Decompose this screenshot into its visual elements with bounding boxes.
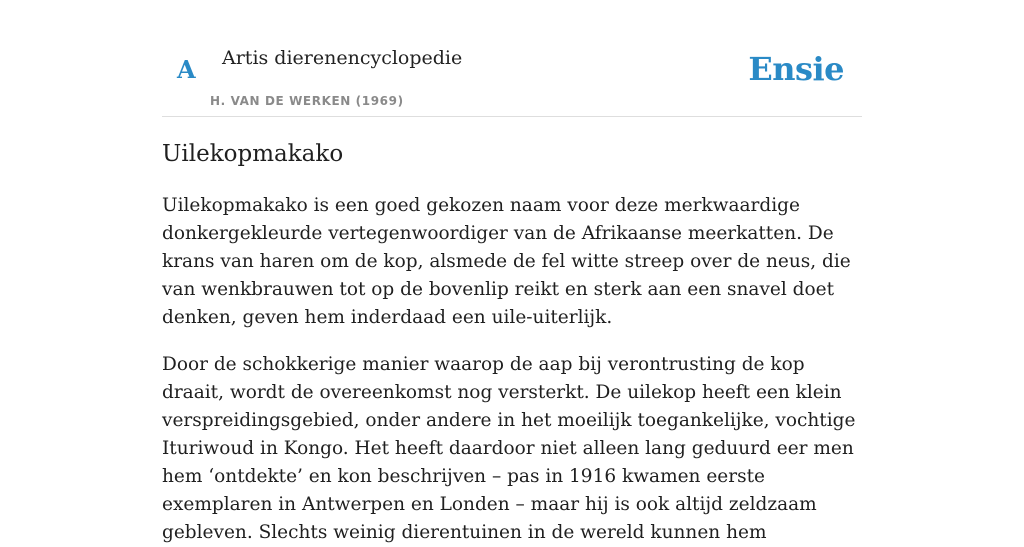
book-header	[162, 0, 862, 117]
article-paragraph: Uilekopmakako is een goed gekozen naam voor deze merkwaardige donkergekleurde vertegenwoordiger van de Afrikaanse meerkatten. De krans van haren om de kop, alsmede de fel witte streep over de neus, die van wenkbrauwen tot op de bovenlip reikt en sterk aan een snavel doet denken, geven hem inderdaad een uile-uiterlijk.	[162, 195, 851, 328]
article-body	[162, 136, 862, 547]
article-title: Uilekopmakako	[162, 141, 344, 167]
book-letter-icon[interactable]: A	[177, 55, 196, 84]
book-author-label: H. VAN DE WERKEN (1969)	[210, 94, 404, 108]
ensie-logo-link[interactable]: Ensie	[748, 50, 844, 88]
book-title-link[interactable]: Artis dierenencyclopedie	[222, 47, 463, 69]
article-paragraph: Door de schokkerige manier waarop de aap bij verontrusting de kop draait, wordt de overeenkomst nog versterkt. De uilekop heeft een klein verspreidingsgebied, onder andere in het moeilijk toegankelijke, vochtige Ituriwoud in Kongo. Het heeft daardoor niet alleen lang geduurd eer men hem ‘ontdekte’ en kon beschrijven – pas in 1916 kwamen eerste exemplaren in Antwerpen en Londen – maar hij is ook altijd zeldzaam gebleven. Slechts weinig dierentuinen in de wereld kunnen hem	[162, 354, 856, 543]
